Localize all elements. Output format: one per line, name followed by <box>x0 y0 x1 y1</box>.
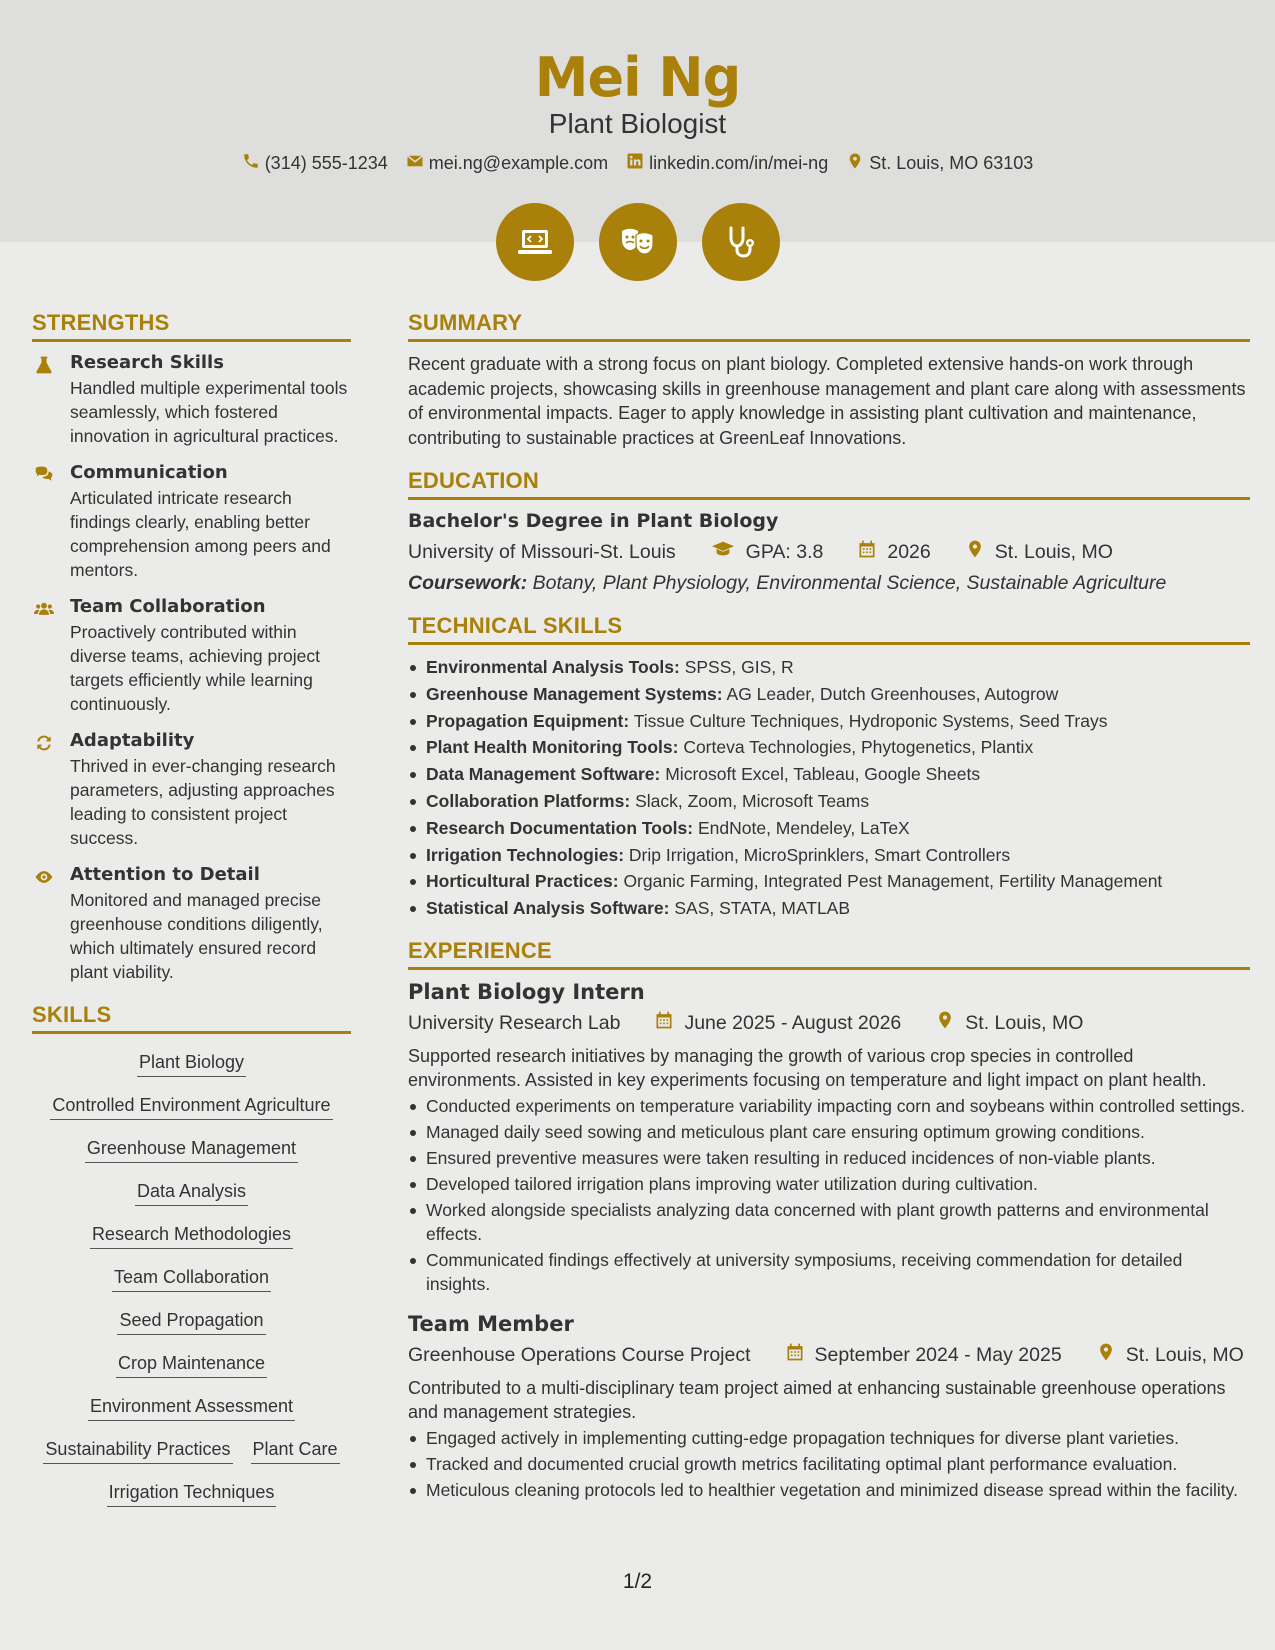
skill-tag: Environment Assessment <box>88 1396 295 1421</box>
list-item: Collaboration Platforms: Slack, Zoom, Microsoft Teams <box>408 789 1250 813</box>
list-item: Research Documentation Tools: EndNote, Mendeley, LaTeX <box>408 816 1250 840</box>
coursework-list: Botany, Plant Physiology, Environmental Science, Sustainable Agriculture <box>532 572 1167 594</box>
job-location: St. Louis, MO <box>1125 1343 1244 1366</box>
linkedin-icon <box>626 152 644 175</box>
comments-icon <box>32 462 56 582</box>
job-title: Plant Biology Intern <box>408 980 645 1005</box>
strength-desc: Proactively contributed within diverse teams, achieving project targets efficiently while learning continuously. <box>70 622 320 714</box>
job-title: Team Member <box>408 1312 574 1337</box>
contact-linkedin[interactable] <box>626 152 828 175</box>
list-item: Tracked and documented crucial growth metrics facilitating optimal plant performance evaluation. <box>408 1452 1250 1476</box>
page-number: 1/2 <box>622 1570 653 1593</box>
laptop-code-icon <box>496 203 574 281</box>
stethoscope-icon <box>702 203 780 281</box>
contact-text: linkedin.com/in/mei-ng <box>649 153 829 173</box>
list-item: Conducted experiments on temperature variability impacting corn and soybeans within controlled settings. <box>408 1094 1250 1118</box>
badge-row <box>0 203 1275 281</box>
strength-title: Attention to Detail <box>70 864 260 885</box>
list-item: Ensured preventive measures were taken resulting in reduced incidences of non-viable plants. <box>408 1146 1250 1170</box>
job-bullets <box>408 1094 1250 1296</box>
map-pin-icon <box>846 152 864 175</box>
list-item: Worked alongside specialists analyzing data concerned with plant growth patterns and environmental effects. <box>408 1198 1250 1246</box>
theater-masks-icon <box>599 203 677 281</box>
experience-heading: EXPERIENCE <box>408 938 1250 970</box>
skill-tag: Data Analysis <box>135 1181 248 1206</box>
strength-desc: Monitored and managed precise greenhouse conditions diligently, which ultimately ensured record plant viability. <box>70 890 323 982</box>
skill-tag: Team Collaboration <box>112 1267 271 1292</box>
summary-heading: SUMMARY <box>408 310 1250 342</box>
gpa-text: GPA: 3.8 <box>745 540 824 563</box>
strength-item <box>32 864 351 984</box>
skill-tag: Irrigation Techniques <box>107 1482 277 1507</box>
list-item: Communicated findings effectively at university symposiums, receiving commendation for detailed insights. <box>408 1248 1250 1296</box>
skill-tag: Sustainability Practices <box>43 1439 232 1464</box>
candidate-name: Mei Ng <box>534 46 741 109</box>
job-location: St. Louis, MO <box>965 1011 1084 1034</box>
contact-text: St. Louis, MO 63103 <box>869 153 1034 173</box>
job-dates: September 2024 - May 2025 <box>814 1343 1062 1366</box>
list-item: Propagation Equipment: Tissue Culture Techniques, Hydroponic Systems, Seed Trays <box>408 709 1250 733</box>
strengths-heading: STRENGTHS <box>32 310 351 342</box>
job-description: Contributed to a multi-disciplinary team project aimed at enhancing sustainable greenhouse operations and management strategies. <box>408 1378 1226 1423</box>
strength-item <box>32 730 351 850</box>
list-item: Data Management Software: Microsoft Excel, Tableau, Google Sheets <box>408 762 1250 786</box>
job-meta <box>408 1342 1250 1368</box>
school-location: St. Louis, MO <box>994 540 1113 563</box>
list-item: Greenhouse Management Systems: AG Leader, Dutch Greenhouses, Autogrow <box>408 682 1250 706</box>
graduation-year: 2026 <box>887 540 931 563</box>
list-item: Horticultural Practices: Organic Farming, Integrated Pest Management, Fertility Management <box>408 869 1250 893</box>
map-pin-icon <box>935 1010 955 1036</box>
list-item: Environmental Analysis Tools: SPSS, GIS, R <box>408 655 1250 679</box>
coursework-label: Coursework: <box>408 572 528 594</box>
summary-text: Recent graduate with a strong focus on plant biology. Completed extensive hands-on work through academic projects, showcasing skills in greenhouse management and plant care along with assessments of environmental impacts. Eager to apply knowledge in assisting plant cultivation and maintenance, contributing to sustainable practices at GreenLeaf Innovations. <box>408 354 1246 448</box>
skill-tag: Plant Care <box>251 1439 340 1464</box>
right-column <box>408 310 1250 1518</box>
candidate-title: Plant Biologist <box>548 108 727 139</box>
list-item: Statistical Analysis Software: SAS, STATA, MATLAB <box>408 896 1250 920</box>
skill-tag: Research Methodologies <box>90 1224 293 1249</box>
skill-tag: Controlled Environment Agriculture <box>50 1095 332 1120</box>
strength-title: Research Skills <box>70 352 224 373</box>
list-item: Managed daily seed sowing and meticulous plant care ensuring optimum growing conditions. <box>408 1120 1250 1144</box>
job-meta <box>408 1010 1250 1036</box>
job-bullets <box>408 1426 1250 1502</box>
education-heading: EDUCATION <box>408 468 1250 500</box>
calendar-icon <box>857 539 877 565</box>
map-pin-icon <box>1096 1342 1116 1368</box>
strength-title: Team Collaboration <box>70 596 266 617</box>
job-org: Greenhouse Operations Course Project <box>408 1343 751 1366</box>
job-org: University Research Lab <box>408 1011 621 1034</box>
skills-heading: SKILLS <box>32 1002 351 1034</box>
strength-item <box>32 462 351 582</box>
flask-icon <box>32 352 56 448</box>
strength-title: Communication <box>70 462 228 483</box>
list-item: Meticulous cleaning protocols led to healthier vegetation and minimized disease spread within the facility. <box>408 1478 1250 1502</box>
contact-text: (314) 555-1234 <box>264 153 388 173</box>
contact-location <box>846 152 1033 175</box>
skills-list <box>32 1044 351 1507</box>
job-entry <box>408 980 1250 1296</box>
education-meta <box>408 538 1250 566</box>
envelope-icon <box>406 152 424 175</box>
list-item: Developed tailored irrigation plans improving water utilization during cultivation. <box>408 1172 1250 1196</box>
skill-tag: Greenhouse Management <box>85 1138 298 1163</box>
phone-icon <box>242 152 260 175</box>
contact-text: mei.ng@example.com <box>428 153 609 173</box>
technical-skills-heading: TECHNICAL SKILLS <box>408 613 1250 645</box>
list-item: Plant Health Monitoring Tools: Corteva Technologies, Phytogenetics, Plantix <box>408 735 1250 759</box>
sync-icon <box>32 730 56 850</box>
strength-item <box>32 596 351 716</box>
strength-title: Adaptability <box>70 730 195 751</box>
technical-skills-list <box>408 655 1250 920</box>
left-column <box>32 310 351 1507</box>
skill-tag: Crop Maintenance <box>116 1353 267 1378</box>
users-icon <box>32 596 56 716</box>
contact-row <box>0 152 1275 175</box>
list-item: Engaged actively in implementing cutting-edge propagation techniques for diverse plant varieties. <box>408 1426 1250 1450</box>
strength-item <box>32 352 351 448</box>
job-description: Supported research initiatives by managing the growth of various crop species in controlled environments. Assisted in key experiments focusing on temperature and light impact on plant health. <box>408 1046 1207 1091</box>
skill-tag: Seed Propagation <box>117 1310 265 1335</box>
degree-title: Bachelor's Degree in Plant Biology <box>408 510 779 532</box>
job-entry <box>408 1312 1250 1502</box>
job-dates: June 2025 - August 2026 <box>684 1011 902 1034</box>
calendar-icon <box>654 1010 674 1036</box>
coursework <box>408 572 1250 595</box>
graduation-cap-icon <box>710 538 736 566</box>
skill-tag: Plant Biology <box>137 1052 246 1077</box>
strength-desc: Thrived in ever-changing research parameters, adjusting approaches leading to consistent project success. <box>70 756 336 848</box>
map-pin-icon <box>965 539 985 565</box>
eye-icon <box>32 864 56 984</box>
contact-phone[interactable] <box>242 152 388 175</box>
contact-email[interactable] <box>406 152 608 175</box>
strength-desc: Handled multiple experimental tools seamlessly, which fostered innovation in agricultural practices. <box>70 378 348 446</box>
list-item: Irrigation Technologies: Drip Irrigation, MicroSprinklers, Smart Controllers <box>408 843 1250 867</box>
strength-desc: Articulated intricate research findings clearly, enabling better comprehension among peers and mentors. <box>70 488 331 580</box>
calendar-icon <box>785 1342 805 1368</box>
school-name: University of Missouri-St. Louis <box>408 540 676 563</box>
